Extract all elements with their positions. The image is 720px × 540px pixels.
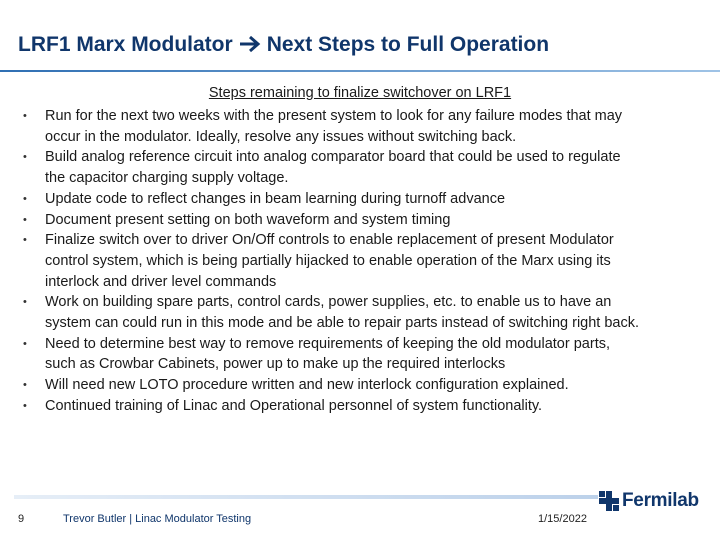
bullet-line: such as Crowbar Cabinets, power up to make up the required interlocks — [45, 356, 506, 373]
bullet-line: Run for the next two weeks with the present system to look for any failure modes that may — [45, 108, 623, 124]
bullet-line: system can could run in this mode and be able to repair parts instead of switching right back. — [45, 315, 640, 332]
bullet-line: Update code to reflect changes in beam learning during turnoff advance — [45, 190, 506, 207]
list-item — [23, 396, 713, 417]
bullet-dot: • — [23, 151, 27, 164]
bullet-line: Build analog reference circuit into analog comparator board that could be used to regulate — [45, 149, 621, 166]
list-item — [23, 106, 713, 147]
list-item — [23, 230, 713, 292]
bullet-dot: • — [23, 379, 27, 392]
footer-divider — [14, 495, 598, 499]
bullet-line: interlock and driver level commands — [45, 273, 277, 290]
bullet-line: Need to determine best way to remove requirements of keeping the old modulator parts, — [45, 335, 610, 352]
bullet-dot: • — [23, 234, 27, 247]
list-item — [23, 189, 713, 210]
list-item — [23, 334, 713, 375]
bullet-dot: • — [23, 110, 27, 122]
title-part1: LRF1 Marx Modulator — [18, 33, 233, 56]
bullet-dot: • — [23, 213, 27, 226]
bullet-dot: • — [23, 192, 27, 205]
bullet-dot: • — [23, 296, 27, 309]
bullet-line: Continued training of Linac and Operational personnel of system functionality. — [45, 397, 543, 414]
list-item — [23, 375, 713, 396]
bullet-list — [23, 106, 713, 417]
bullet-line: Document present setting on both waveform and system timing — [45, 211, 451, 228]
bullet-line: Work on building spare parts, control cards, power supplies, etc. to enable us to have an — [45, 294, 612, 311]
fermilab-logo-icon — [598, 490, 620, 512]
footer-date: 1/15/2022 — [538, 513, 587, 525]
list-item — [23, 210, 713, 231]
logo-text: Fermilab — [622, 490, 699, 511]
title-divider — [0, 70, 720, 72]
fermilab-logo — [598, 490, 699, 512]
bullet-line: Will need new LOTO procedure written and new interlock configuration explained. — [45, 377, 569, 394]
slide-subtitle: Steps remaining to finalize switchover on LRF1 — [208, 85, 512, 101]
bullet-dot: • — [23, 399, 27, 412]
page-number: 9 — [18, 513, 25, 525]
slide-title — [18, 32, 708, 58]
list-item — [23, 292, 713, 333]
bullet-dot: • — [23, 337, 27, 350]
bullet-line: Finalize switch over to driver On/Off controls to enable replacement of present Modulator — [45, 232, 614, 249]
bullet-line: occur in the modulator. Ideally, resolve any issues without switching back. — [45, 128, 517, 145]
bullet-line: the capacitor charging supply voltage. — [45, 170, 289, 187]
bullet-line: control system, which is being partially hijacked to enable operation of the Marx using its — [45, 252, 611, 269]
list-item — [23, 147, 713, 188]
footer-presenter: Trevor Butler | Linac Modulator Testing — [63, 513, 252, 525]
right-arrow-icon — [239, 35, 263, 53]
title-part2: Next Steps to Full Operation — [266, 33, 550, 56]
